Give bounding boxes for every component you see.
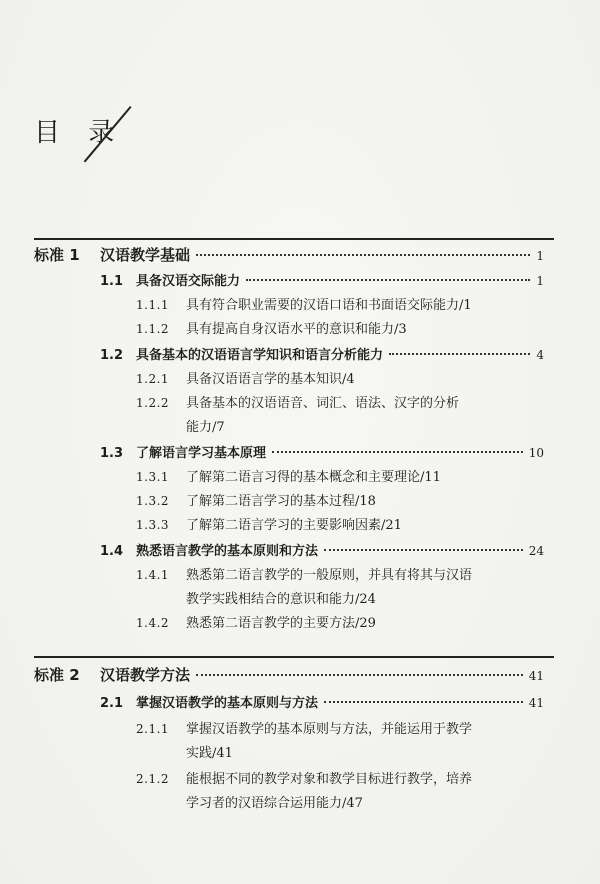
page-number: 41 bbox=[528, 669, 544, 683]
section-title: 熟悉语言教学的基本原则和方法 bbox=[136, 544, 319, 559]
item-title: 具有符合职业需要的汉语口语和书面语交际能力/1 bbox=[186, 298, 472, 313]
section-number: 1.1 bbox=[100, 274, 124, 289]
toc-item-1-4-1[interactable] bbox=[136, 564, 472, 583]
toc-section-1-1[interactable] bbox=[100, 270, 544, 289]
toc-section-1-2[interactable] bbox=[100, 344, 544, 363]
section-number: 1.3 bbox=[100, 446, 124, 461]
item-title: 熟悉第二语言教学的一般原则，并具有将其与汉语 bbox=[186, 568, 473, 583]
item-number: 1.4.2 bbox=[136, 616, 170, 630]
toc-item-1-2-2[interactable] bbox=[136, 392, 459, 411]
toc-item-1-3-2[interactable] bbox=[136, 490, 376, 509]
item-title: 熟悉第二语言教学的主要方法/29 bbox=[186, 616, 376, 631]
item-title: 了解第二语言学习的主要影响因素/21 bbox=[186, 518, 402, 533]
page-number: 1 bbox=[536, 249, 544, 263]
item-number: 1.2.2 bbox=[136, 396, 170, 410]
toc-heading: 目 录 bbox=[34, 118, 125, 148]
toc-standard-1[interactable] bbox=[34, 244, 544, 265]
toc-section-1-4[interactable] bbox=[100, 540, 544, 559]
item-number: 1.3.1 bbox=[136, 470, 170, 484]
section-title: 具备汉语交际能力 bbox=[136, 274, 241, 289]
standard-title: 汉语教学基础 bbox=[100, 246, 191, 264]
item-number: 1.2.1 bbox=[136, 372, 170, 386]
page-number: 1 bbox=[536, 274, 544, 288]
item-title: 了解第二语言习得的基本概念和主要理论/11 bbox=[186, 470, 441, 485]
item-number: 1.3.3 bbox=[136, 518, 170, 532]
page-number: 10 bbox=[528, 446, 544, 460]
toc-item-1-2-1[interactable] bbox=[136, 368, 355, 387]
toc-item-2-1-1[interactable] bbox=[136, 718, 472, 737]
page-number: 4 bbox=[536, 348, 544, 362]
toc-item-1-1-2[interactable] bbox=[136, 318, 407, 337]
item-title-continuation: 学习者的汉语综合运用能力/47 bbox=[186, 796, 363, 811]
leader-dots bbox=[196, 674, 523, 676]
leader-dots bbox=[272, 451, 523, 453]
toc-item-2-1-2[interactable] bbox=[136, 768, 472, 787]
leader-dots bbox=[324, 549, 523, 551]
middle-rule bbox=[34, 656, 554, 658]
section-title: 了解语言学习基本原理 bbox=[136, 446, 267, 461]
toc-item-1-1-1[interactable] bbox=[136, 294, 472, 313]
item-number: 1.4.1 bbox=[136, 568, 170, 582]
toc-item-1-3-3[interactable] bbox=[136, 514, 402, 533]
item-title-continuation: 教学实践相结合的意识和能力/24 bbox=[186, 592, 376, 607]
standard-title: 汉语教学方法 bbox=[100, 666, 191, 684]
item-title: 具备基本的汉语语音、词汇、语法、汉字的分析 bbox=[186, 396, 460, 411]
toc-item-1-4-2[interactable] bbox=[136, 612, 376, 631]
section-title: 具备基本的汉语语言学知识和语言分析能力 bbox=[136, 348, 384, 363]
item-number: 2.1.2 bbox=[136, 772, 170, 786]
section-number: 2.1 bbox=[100, 696, 124, 711]
item-number: 2.1.1 bbox=[136, 722, 170, 736]
leader-dots bbox=[196, 254, 530, 256]
toc-heading-wrap bbox=[34, 112, 124, 152]
standard-number: 标准 2 bbox=[34, 666, 80, 684]
item-title: 了解第二语言学习的基本过程/18 bbox=[186, 494, 376, 509]
leader-dots bbox=[324, 701, 523, 703]
item-title: 具备汉语语言学的基本知识/4 bbox=[186, 372, 355, 387]
item-number: 1.1.1 bbox=[136, 298, 170, 312]
section-number: 1.2 bbox=[100, 348, 124, 363]
page-number: 24 bbox=[528, 544, 544, 558]
section-title: 掌握汉语教学的基本原则与方法 bbox=[136, 696, 319, 711]
page-number: 41 bbox=[528, 696, 544, 710]
leader-dots bbox=[389, 353, 530, 355]
item-title: 具有提高自身汉语水平的意识和能力/3 bbox=[186, 322, 407, 337]
item-number: 1.3.2 bbox=[136, 494, 170, 508]
item-title-continuation: 能力/7 bbox=[186, 420, 225, 435]
toc-section-2-1[interactable] bbox=[100, 692, 544, 711]
leader-dots bbox=[246, 279, 530, 281]
toc-standard-2[interactable] bbox=[34, 664, 544, 685]
standard-number: 标准 1 bbox=[34, 246, 80, 264]
item-title-continuation: 实践/41 bbox=[186, 746, 233, 761]
item-title: 掌握汉语教学的基本原则与方法，并能运用于教学 bbox=[186, 722, 473, 737]
top-rule bbox=[34, 238, 554, 240]
toc-section-1-3[interactable] bbox=[100, 442, 544, 461]
item-number: 1.1.2 bbox=[136, 322, 170, 336]
item-title: 能根据不同的教学对象和教学目标进行教学，培养 bbox=[186, 772, 473, 787]
section-number: 1.4 bbox=[100, 544, 124, 559]
toc-item-1-3-1[interactable] bbox=[136, 466, 441, 485]
